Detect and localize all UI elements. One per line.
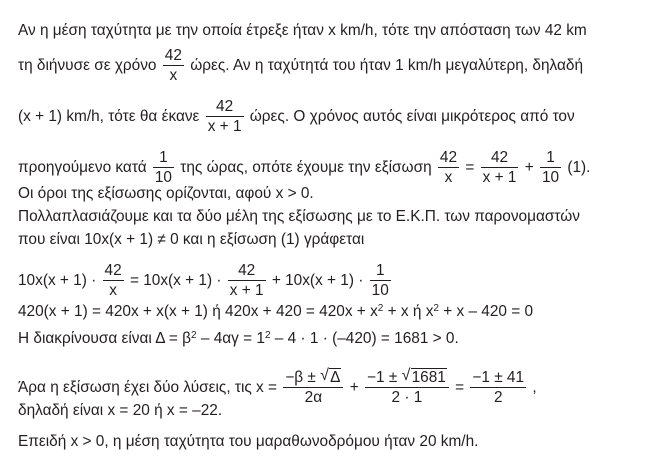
denominator: 10 [371, 282, 389, 300]
fraction-42-over-x [438, 150, 459, 186]
substituted-fraction [365, 370, 449, 406]
denominator: 2α [304, 389, 323, 407]
numerator: −1 ± 41 [470, 370, 526, 388]
text: 420(x + 1) = 420x + x(x + 1) ή 420x + 420 = 420x + x [18, 303, 378, 320]
fraction-42-over-x [163, 48, 184, 84]
text-line-3 [18, 99, 575, 135]
text-line-12: δηλαδή είναι x = 20 ή x = –22. [18, 402, 223, 419]
fraction-42-over-x [103, 263, 124, 299]
denominator: x + 1 [207, 118, 242, 136]
fraction-1-over-10 [153, 150, 174, 186]
numerator: 42 [228, 263, 266, 281]
simplified-fraction [470, 370, 526, 406]
denominator: 2 · 1 [391, 389, 423, 407]
exponent: 2 [264, 330, 271, 341]
text: + x ή x [383, 303, 434, 320]
exponent: 2 [433, 303, 439, 314]
denominator: 2 [493, 389, 503, 407]
text: Η διακρίνουσα είναι Δ = β [18, 330, 192, 347]
numerator-text: −β ± [285, 369, 316, 386]
fraction-42-over-x-plus-1 [481, 150, 519, 186]
numerator: 42 [103, 263, 124, 281]
equation-line-8 [18, 263, 393, 299]
text-line-1: Αν η μέση ταχύτητα με την οποία έτρεξε ήταν x km/h, τότε την απόσταση των 42 km [18, 22, 587, 39]
numerator: 1 [370, 263, 391, 281]
text: ώρες. Αν η ταχύτητά του ήταν 1 km/h μεγαλύτερη, δηλαδή [190, 56, 584, 74]
text: – 4αγ = 1 [196, 330, 265, 347]
text: της ώρας, οπότε έχουμε την εξίσωση [180, 158, 432, 176]
denominator: x [444, 169, 453, 187]
exponent: 2 [191, 330, 197, 341]
text: + x – 420 = 0 [438, 303, 534, 320]
exponent: 2 [377, 303, 384, 314]
equals-sign: = [455, 378, 465, 396]
numerator: 42 [481, 150, 519, 168]
numerator-text: −1 ± [367, 369, 398, 386]
radicand: 1681 [411, 369, 446, 386]
numerator: 42 [438, 150, 459, 168]
sqrt [402, 370, 447, 385]
denominator: 10 [154, 169, 172, 187]
numerator [365, 370, 449, 388]
text: ώρες. Ο χρόνος αυτός είναι μικρότερος από τον [249, 107, 575, 125]
fraction-1-over-10 [540, 150, 561, 186]
radicand: Δ [330, 369, 341, 386]
text-line-11 [18, 370, 537, 406]
numerator: 1 [153, 150, 174, 168]
quadratic-formula-fraction [283, 370, 343, 406]
fraction-42-over-x-plus-1 [206, 99, 244, 135]
text: Άρα η εξίσωση έχει δύο λύσεις, τις x = [18, 378, 278, 396]
text-line-4 [18, 150, 590, 186]
comma: , [532, 378, 537, 396]
denominator: x [169, 67, 178, 85]
equation-line-9 [18, 300, 533, 321]
denominator: x [109, 282, 117, 300]
text: 10x(x + 1) · [18, 271, 97, 289]
text: = 10x(x + 1) · [129, 271, 222, 289]
numerator: 42 [206, 99, 244, 117]
text: τη διήνυσε σε χρόνο [18, 56, 157, 74]
numerator: 42 [163, 48, 184, 66]
text: (x + 1) km/h, τότε θα έκανε [18, 107, 200, 125]
denominator: x + 1 [229, 282, 264, 300]
text-line-5: Οι όροι της εξίσωσης ορίζονται, αφού x > 0. [18, 185, 314, 202]
text-line-7: που είναι 10x(x + 1) ≠ 0 και η εξίσωση (1) γράφεται [18, 231, 365, 248]
numerator: 1 [540, 150, 561, 168]
sqrt [320, 370, 341, 385]
plus-sign: + [349, 378, 359, 396]
text-line-10 [18, 327, 459, 348]
denominator: x + 1 [482, 169, 517, 187]
numerator [283, 370, 343, 388]
fraction-1-over-10 [370, 263, 391, 299]
plus-sign: + [524, 158, 534, 176]
text: προηγούμενο κατά [18, 158, 147, 176]
text-line-13: Επειδή x > 0, η μέση ταχύτητα του μαραθωνοδρόμου ήταν 20 km/h. [18, 433, 479, 450]
text: + 10x(x + 1) · [271, 271, 364, 289]
equation-label: (1). [567, 158, 591, 176]
equals-sign: = [465, 158, 475, 176]
text-line-2 [18, 48, 583, 84]
text: – 4 · 1 · (–420) = 1681 > 0. [270, 330, 459, 347]
denominator: 10 [541, 169, 560, 187]
fraction-42-over-x-plus-1 [228, 263, 266, 299]
text-line-6: Πολλαπλασιάζουμε και τα δύο μέλη της εξίσωσης με το Ε.Κ.Π. των παρονομαστών [18, 208, 580, 225]
